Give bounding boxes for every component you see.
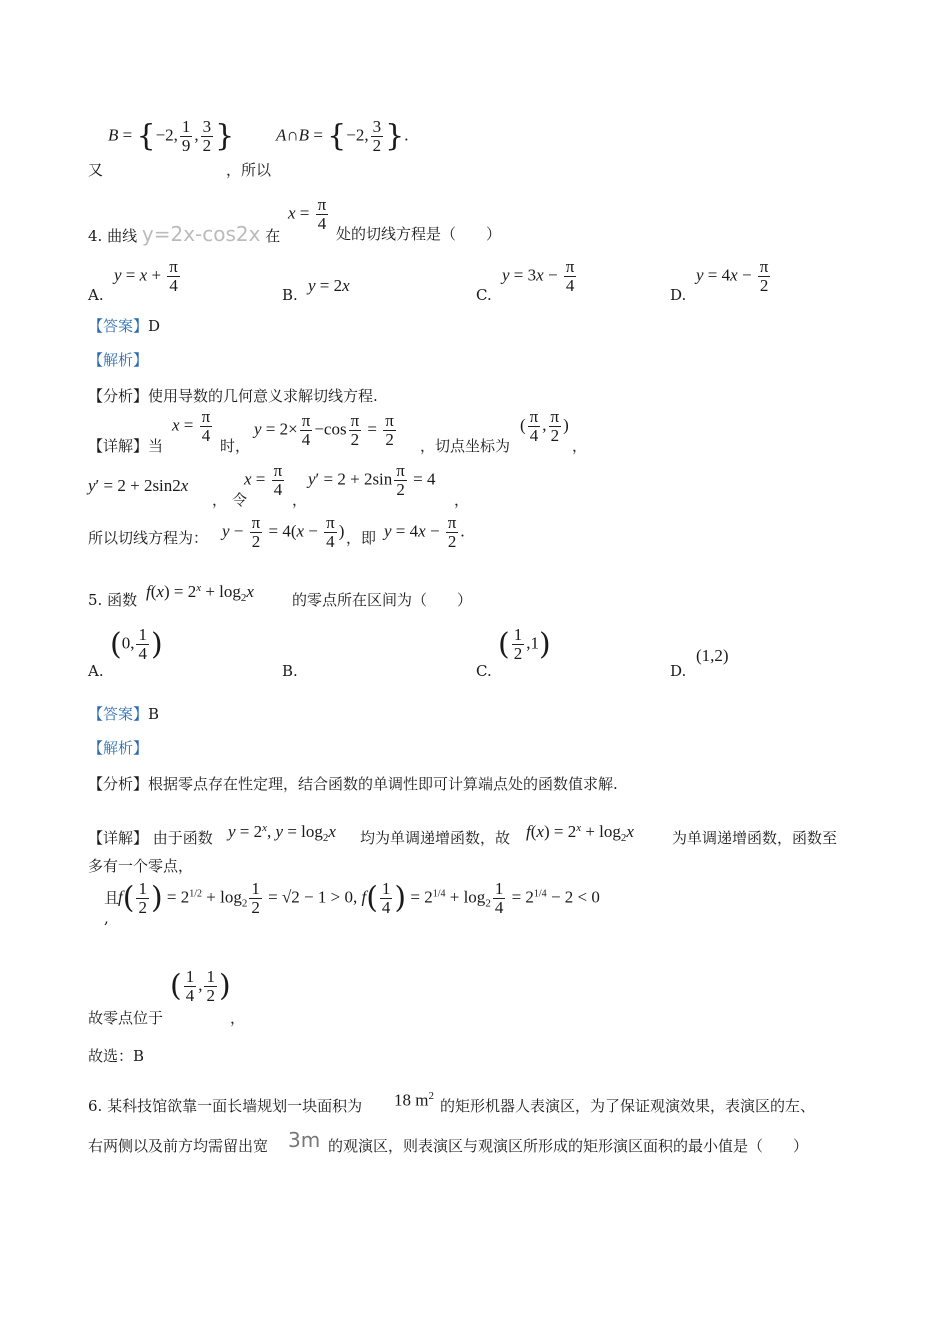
- q4-fenxi: 【分析】使用导数的几何意义求解切线方程.: [88, 387, 378, 405]
- q4-tangent-point: ( $\frac{\pi}{4}$ , $\frac{\pi}{2}$ ): [520, 407, 569, 445]
- intersection-formula: A∩B = {−2, $\frac{3}{2}$ }.: [276, 117, 409, 155]
- q5-detail-fx: $f(x) = 2^x + \log_2x$: [526, 822, 634, 844]
- q4-jiexi: 【解析】: [88, 351, 149, 369]
- q4-x-value: x = $\frac{\pi}{4}$: [288, 195, 327, 233]
- fenxi-tag: 【分析】: [88, 387, 149, 405]
- q6-number: 6.: [88, 1097, 103, 1115]
- q5-stem: 5. 函数 $f(x) = 2^x + \log_2x$ 的零点所在区间为（ ）: [88, 576, 860, 616]
- q4-number: 4.: [88, 227, 103, 245]
- q4-option-c-formula: y = 3x − $\frac{\pi}{4}$: [502, 257, 575, 295]
- suoyi-label: ，所以: [226, 161, 272, 179]
- q4-curve: y=2x-cos2x: [141, 222, 261, 246]
- set-b-formula: B = {−2, $\frac{1}{9}$ , $\frac{3}{2}$ }: [108, 117, 235, 155]
- q4-option-d-formula: y = 4x − $\frac{\pi}{2}$: [696, 257, 769, 295]
- q5-located: 故零点位于 ( $\frac{1}{4}$ , $\frac{1}{2}$ ) ，: [88, 967, 246, 1027]
- q4-stem-a: 曲线: [107, 227, 138, 245]
- q4-answer: [88, 314, 860, 338]
- q5-interval: ( $\frac{1}{4}$ , $\frac{1}{2}$ ): [170, 967, 231, 1005]
- q4-stem-b: 在: [265, 227, 281, 245]
- q6-line-2: 右两侧以及前方均需留出宽 3m 的观演区，则表演区与观演区所形成的矩形演区面积的最小值是（ ）: [88, 1128, 809, 1155]
- q4-result-formula: y − $\frac{\pi}{2}$ = 4(x − $\frac{\pi}{4}$ ): [222, 513, 345, 551]
- q5-inequality-formula: f( $\frac{1}{2}$ ) = $2^{1/2} + \log_2$ $\frac{1}{2}$ = √2 − 1 > 0, f( $\frac{1}{4}$ ) = $2^{1/4} + \log_2$ $\frac{1}{4}$ = $2^{1/4} - 2 < 0$: [118, 879, 600, 917]
- q4-detail: 【详解】当 x = $\frac{\pi}{4}$ 时， y = 2× $\frac{\pi}{4}$ −cos $\frac{\pi}{2}$ = $\frac{\pi}{2}$ ，切点坐标为 ( $\frac{\pi}{4}$ , $\frac{\pi}{2}$ ) ，: [88, 407, 588, 455]
- q5-fenxi: 【分析】根据零点存在性定理，结合函数的单调性即可计算端点处的函数值求解.: [88, 775, 618, 793]
- q5-detail-functions: $y = 2^x$, $y = \log_2x$: [228, 822, 336, 844]
- q4-slope: y′ = 2 + 2sin $\frac{\pi}{2}$ = 4: [308, 461, 436, 499]
- q5-inequality: 且 , f( $\frac{1}{2}$ ) = $2^{1/2} + \log_2$ $\frac{1}{2}$ = √2 − 1 > 0, f( $\frac{1}{4}$ ) = $2^{1/4} + \log_2$ $\frac{1}{4}$ = $2^{1/4} - 2 < 0$: [104, 879, 600, 927]
- q4-result: 所以切线方程为： y − $\frac{\pi}{2}$ = 4(x − $\frac{\pi}{4}$ ) ，即 y = 4x − $\frac{\pi}{2}$ .: [88, 513, 465, 551]
- q5-option-a-interval: (0, $\frac{1}{4}$ ): [110, 625, 163, 663]
- q4-stem-c: 处的切线方程是（ ）: [336, 225, 502, 243]
- q4-option-a-formula: y = x + $\frac{\pi}{4}$: [114, 257, 178, 295]
- q5-option-d-interval: (1,2): [696, 646, 729, 665]
- q4-derivative-formula: y′ = 2 + 2sin2x: [88, 476, 189, 495]
- answer-tag: 【答案】: [88, 317, 149, 335]
- q5-detail-2: 多有一个零点，: [88, 857, 194, 875]
- q4-derivative: y′ = 2 + 2sin2x ， 令 x = $\frac{\pi}{4}$ ， y′ = 2 + 2sin $\frac{\pi}{2}$ = 4 ，: [88, 461, 470, 509]
- you-label: 又: [88, 161, 104, 179]
- document-page: 又 B = {−2, $\frac{1}{9}$ , $\frac{3}{2}$ } ，所以 A∩B = {−2, $\frac{3}{2}$ }. x = $\frac{\pi}{4}$ 4. 曲线 y=2x-cos2x 在 处的切线方程是（ ） A. y = x + $\frac{\pi}{4}$ B. y = 2x C. y = 3x − $\frac{\pi}{4}$ D. y = 4x − $\frac{\pi}{2}$ 【答案】D 【解析】 【分析】使用导数的几何意义求解切线方程. 【详解】当 x = $\frac{\pi}{4}$ 时， y = 2× $\frac{\pi}{4}$ −cos $\frac{\pi}{2}$ = $\frac{\pi}{2}$ ，切点坐标为 ( $\frac{\pi}{4}$ , $\frac{\pi}{2}$ ) ， y′ = 2 + 2sin2x ， 令 x = $\frac{\pi}{4}$ ， y′ = 2 + 2sin $\frac{\pi}{2}$ = 4 ， 所以切线方程为： y − $\frac{\pi}{2}$ = 4(x − $\frac{\pi}{4}$ ) ，即 y = 4x − $\frac{\pi}{2}$ . 5. 函数 $f(x) = 2^x + \log_2x$ 的零点所在区间为（ ） A. (0, $\frac{1}{4}$ ) B. C. ( $\frac{1}{2}$ ,1) D. (1,2) 【答案】B 【解析】 【分析】根据零点存在性定理，结合函数的单调性即可计算端点处的函数值求解. 【详解】 由于函数 $y = 2^x$, $y = \log_2x$ 均为单调递增函数，故 $f(x) = 2^x + \log_2x$ 为单调递增函数，函数至 多有一个零点， 且 , f( $\frac{1}{2}$ ) = $2^{1/2} + \log_2$ $\frac{1}{2}$ = √2 − 1 > 0, f( $\frac{1}{4}$ ) = $2^{1/4} + \log_2$ $\frac{1}{4}$ = $2^{1/4} - 2 < 0$ 故零点位于 ( $\frac{1}{4}$ , $\frac{1}{2}$ ) ， 故选：B 6. 某科技馆欲靠一面长墙规划一块面积为 18 $m^2$ 的矩形机器人表演区，为了保证观演效果，表演区的左、 右两侧以及前方均需留出宽 3m 的观演区，则表演区与观演区所形成的矩形演区面积的最小值是（ ）: [0, 0, 950, 1344]
- q5-function: $f(x) = 2^x + \log_2x$: [146, 582, 254, 604]
- q5-choose: 故选：B: [88, 1047, 145, 1065]
- q6-line-1: 6. 某科技馆欲靠一面长墙规划一块面积为 18 $m^2$ 的矩形机器人表演区，为了保证观演效果，表演区的左、: [88, 1084, 860, 1118]
- q4-detail-y: y = 2× $\frac{\pi}{4}$ −cos $\frac{\pi}{2}$ = $\frac{\pi}{2}$: [254, 411, 394, 449]
- q5-number: 5.: [88, 591, 103, 609]
- q5-answer: 【答案】B: [88, 705, 160, 723]
- q4-option-b-formula: y = 2x: [308, 276, 350, 295]
- q6-area: 18 $m^2$: [394, 1090, 434, 1110]
- q4-final-formula: y = 4x − $\frac{\pi}{2}$ .: [384, 513, 465, 551]
- q5-detail: 【详解】 由于函数 $y = 2^x$, $y = \log_2x$ 均为单调递增函数，故 $f(x) = 2^x + \log_2x$ 为单调递增函数，函数至: [88, 812, 860, 852]
- q4-let-x: x = $\frac{\pi}{4}$: [244, 461, 283, 499]
- q4-detail-x: x = $\frac{\pi}{4}$: [172, 407, 211, 445]
- q6-width: 3m: [288, 1128, 321, 1152]
- q5-jiexi: 【解析】: [88, 739, 149, 757]
- q5-option-c-interval: ( $\frac{1}{2}$ ,1): [498, 625, 551, 663]
- answer-value: D: [148, 317, 161, 335]
